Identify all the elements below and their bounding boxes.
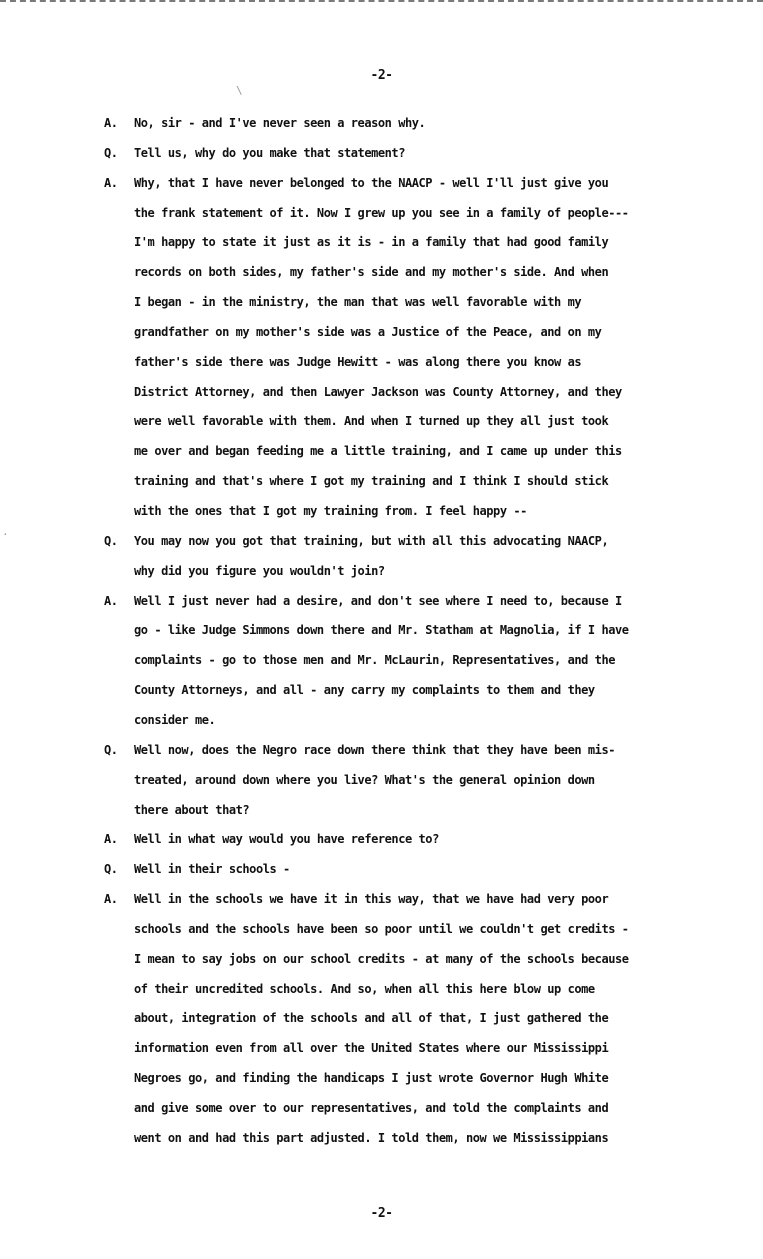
transcript-line: I'm happy to state it just as it is - in a family that had good family <box>134 235 609 250</box>
transcript-line: about, integration of the schools and all of that, I just gathered the <box>134 1011 609 1026</box>
transcript-line: Tell us, why do you make that statement? <box>134 145 405 160</box>
answer-entry <box>104 176 704 534</box>
transcript-line: Well in what way would you have reference to? <box>134 832 439 847</box>
speaker-label: Q. <box>104 742 118 757</box>
transcript-line: were well favorable with them. And when I turned up they all just took <box>134 414 609 429</box>
speaker-label: A. <box>104 593 118 608</box>
answer-entry <box>104 116 704 146</box>
transcript-line: went on and had this part adjusted. I told them, now we Mississippians <box>134 1130 609 1145</box>
transcript-line: I began - in the ministry, the man that was well favorable with my <box>134 295 582 310</box>
transcript-line: complaints - go to those men and Mr. McLaurin, Representatives, and the <box>134 653 615 668</box>
speaker-label: A. <box>104 832 118 847</box>
question-entry <box>104 743 704 833</box>
transcript-line: Negroes go, and finding the handicaps I just wrote Governor Hugh White <box>134 1071 609 1086</box>
transcript-line: go - like Judge Simmons down there and Mr. Statham at Magnolia, if I have <box>134 623 629 638</box>
stray-mark: \ <box>236 84 243 97</box>
transcript-line: Well in their schools - <box>134 862 290 877</box>
page-number-top: -2- <box>370 68 393 83</box>
question-entry <box>104 534 704 594</box>
top-dashed-border <box>0 0 763 2</box>
transcript-line: grandfather on my mother's side was a Justice of the Peace, and on my <box>134 324 602 339</box>
transcript-line: information even from all over the United States where our Mississippi <box>134 1041 609 1056</box>
transcript-line: No, sir - and I've never seen a reason why. <box>134 116 426 130</box>
transcript-line: County Attorneys, and all - any carry my complaints to them and they <box>134 683 595 698</box>
transcript-line: District Attorney, and then Lawyer Jackson was County Attorney, and they <box>134 384 622 399</box>
transcript-line: father's side there was Judge Hewitt - was along there you know as <box>134 354 582 369</box>
speaker-label: A. <box>104 175 118 190</box>
transcript-line: records on both sides, my father's side and my mother's side. And when <box>134 265 609 280</box>
transcript-line: Well I just never had a desire, and don't see where I need to, because I <box>134 593 622 608</box>
transcript-line: treated, around down where you live? What's the general opinion down <box>134 772 595 787</box>
transcript-line: You may now you got that training, but with all this advocating NAACP, <box>134 533 609 548</box>
transcript-line: of their uncredited schools. And so, when all this here blow up come <box>134 981 595 996</box>
speaker-label: Q. <box>104 862 118 877</box>
transcript-line: me over and began feeding me a little training, and I came up under this <box>134 444 622 459</box>
page-number-bottom: -2- <box>370 1206 393 1221</box>
answer-entry <box>104 594 704 743</box>
transcript-line: Well now, does the Negro race down there think that they have been mis- <box>134 742 615 757</box>
transcript-line: and give some over to our representatives, and told the complaints and <box>134 1101 609 1116</box>
margin-mark: · <box>2 528 9 541</box>
transcript-line: there about that? <box>134 802 250 817</box>
transcript-line: Well in the schools we have it in this way, that we have had very poor <box>134 892 609 907</box>
transcript-line: with the ones that I got my training from. I feel happy -- <box>134 504 527 519</box>
answer-entry <box>104 832 704 862</box>
speaker-label: Q. <box>104 145 118 160</box>
speaker-label: A. <box>104 116 118 130</box>
speaker-label: Q. <box>104 533 118 548</box>
transcript-line: the frank statement of it. Now I grew up you see in a family of people--- <box>134 205 629 220</box>
answer-entry <box>104 892 704 1161</box>
transcript-line: I mean to say jobs on our school credits - at many of the schools because <box>134 951 629 966</box>
transcript-line: training and that's where I got my training and I think I should stick <box>134 474 609 489</box>
transcript-line: schools and the schools have been so poor until we couldn't get credits - <box>134 921 629 936</box>
transcript-line: why did you figure you wouldn't join? <box>134 563 385 578</box>
transcript-line: Why, that I have never belonged to the NAACP - well I'll just give you <box>134 175 609 190</box>
question-entry <box>104 146 704 176</box>
speaker-label: A. <box>104 892 118 907</box>
question-entry <box>104 862 704 892</box>
transcript-line: consider me. <box>134 712 216 727</box>
